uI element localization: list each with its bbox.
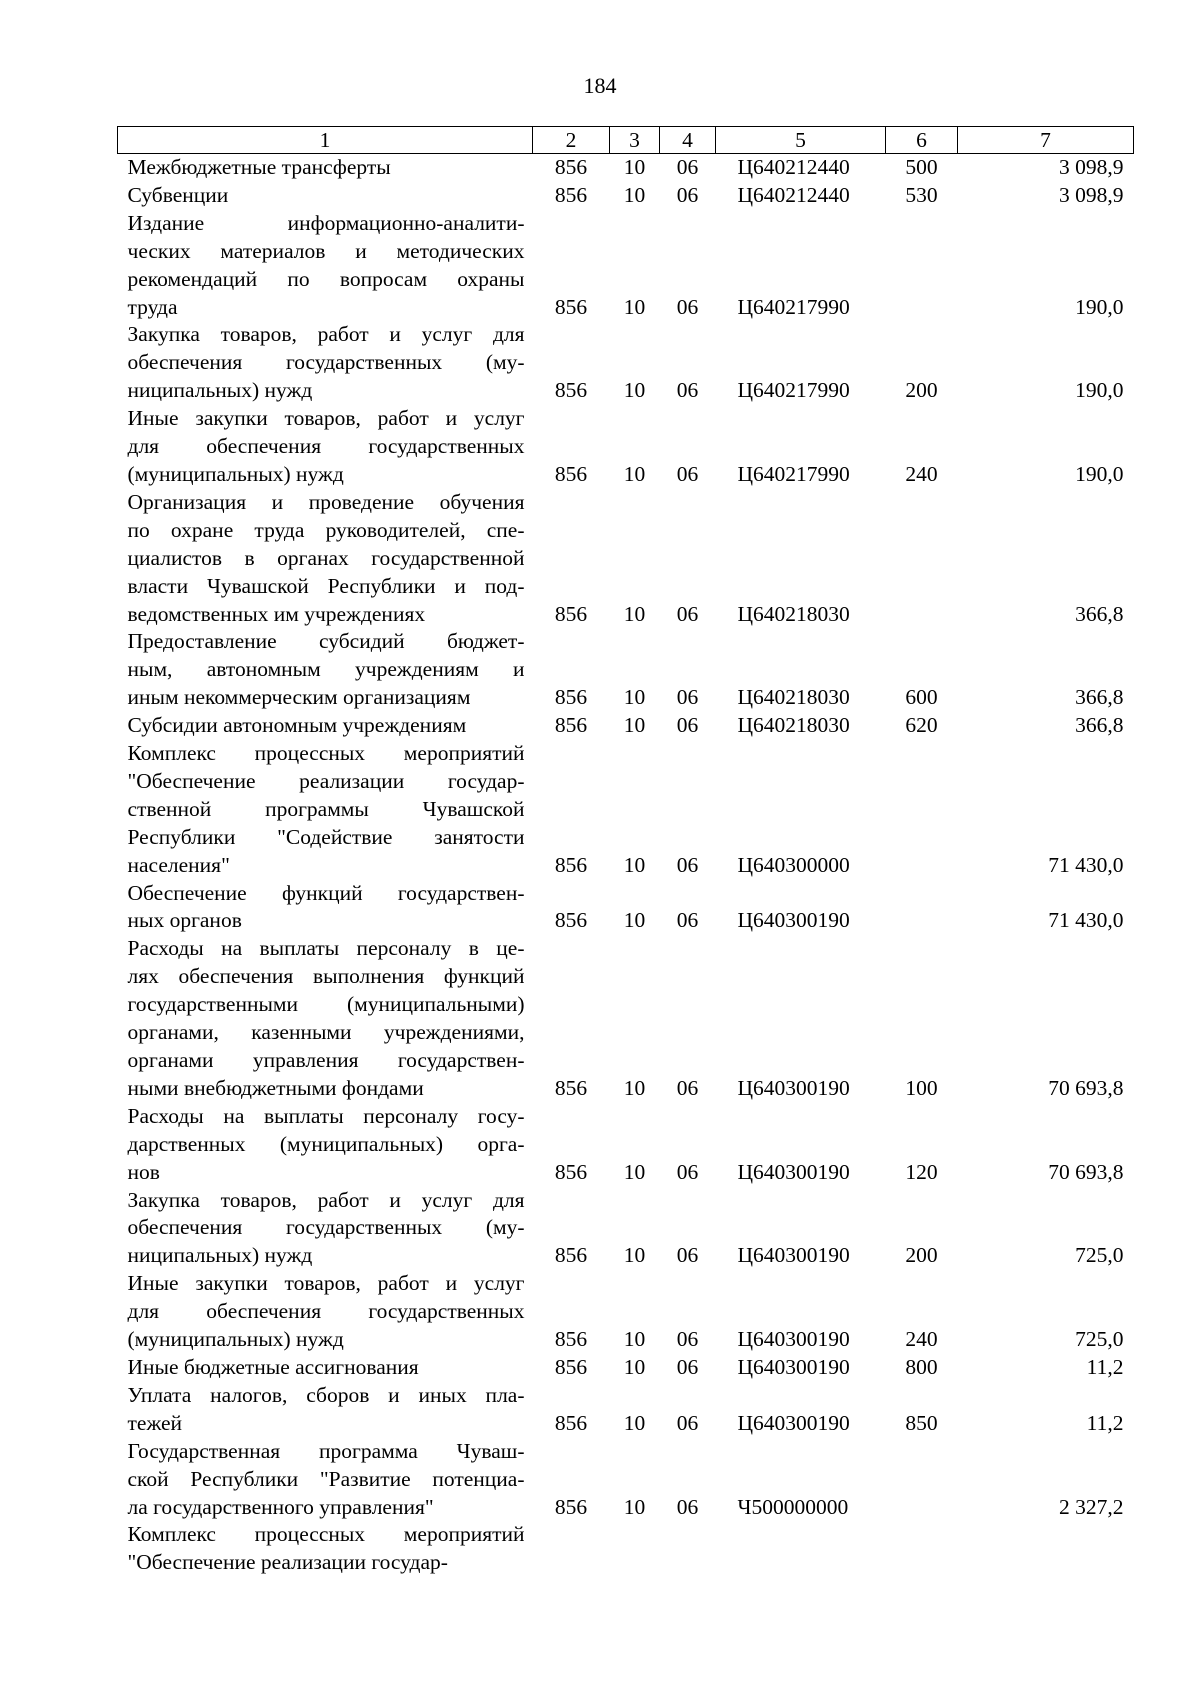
row-name-line: (муниципальных) нужд <box>127 1327 344 1352</box>
row-section: 10 <box>623 1354 646 1379</box>
row-target-article: Ц640300190 <box>737 1354 850 1379</box>
row-admin-code: 856 <box>554 713 588 738</box>
table-row <box>118 321 1134 405</box>
row-admin-code: 856 <box>554 908 588 933</box>
row-name <box>118 880 533 936</box>
row-name-line: Расходы на выплаты персоналу в це- <box>127 936 525 961</box>
table-row <box>118 1354 1134 1382</box>
row-name-line: для обеспечения государственных <box>127 1299 525 1324</box>
row-name-line: Обеспечение функций государствен- <box>127 880 525 905</box>
row-name <box>118 1270 533 1354</box>
row-subsection: 06 <box>676 1410 699 1435</box>
row-section: 10 <box>623 182 646 207</box>
row-name-line: труда <box>127 294 178 319</box>
row-admin-code: 856 <box>554 601 588 626</box>
row-name-line: Государственная программа Чуваш- <box>127 1438 525 1463</box>
row-name-line: ла государственного управления" <box>127 1494 434 1519</box>
row-expense-type: 620 <box>905 713 938 738</box>
row-name-line: Уплата налогов, сборов и иных пла- <box>127 1382 525 1407</box>
row-amount: 70 693,8 <box>1048 1075 1124 1100</box>
row-amount: 70 693,8 <box>1048 1159 1124 1184</box>
row-name <box>118 182 533 210</box>
column-header-6: 6 <box>886 127 958 154</box>
row-section: 10 <box>623 713 646 738</box>
row-target-article <box>716 1521 886 1577</box>
row-subsection: 06 <box>676 378 699 403</box>
row-name-line: Субвенции <box>127 182 229 207</box>
row-subsection: 06 <box>676 1354 699 1379</box>
row-amount: 11,2 <box>1086 1354 1124 1379</box>
row-name-line: Издание информационно-аналити- <box>127 210 525 235</box>
row-name-line: Республики "Содействие занятости <box>127 824 525 849</box>
row-admin-code: 856 <box>554 852 588 877</box>
row-expense-type: 800 <box>905 1354 938 1379</box>
row-section: 10 <box>623 601 646 626</box>
row-expense-type <box>886 210 958 322</box>
row-section: 10 <box>623 852 646 877</box>
row-name-line: дарственных (муниципальных) орга- <box>127 1131 525 1156</box>
row-name-line: (муниципальных) нужд <box>127 461 344 486</box>
row-name-line: "Обеспечение реализации государ- <box>127 1550 448 1575</box>
row-name-line: Комплекс процессных мероприятий <box>127 741 525 766</box>
table-body <box>118 154 1134 1578</box>
row-subsection: 06 <box>676 1159 699 1184</box>
row-name-line: Организация и проведение обучения <box>127 489 525 514</box>
column-header-4: 4 <box>660 127 716 154</box>
row-amount: 3 098,9 <box>1059 182 1124 207</box>
row-admin-code <box>533 1521 610 1577</box>
row-expense-type: 200 <box>905 1243 938 1268</box>
row-name-line: Комплекс процессных мероприятий <box>127 1522 525 1547</box>
row-admin-code: 856 <box>554 378 588 403</box>
row-section: 10 <box>623 908 646 933</box>
row-target-article: Ц640218030 <box>737 685 850 710</box>
row-target-article: Ц640218030 <box>737 601 850 626</box>
row-name-line: рекомендаций по вопросам охраны <box>127 266 525 291</box>
row-name-line: органами, казенными учреждениями, <box>127 1020 525 1045</box>
row-name-line: тежей <box>127 1410 183 1435</box>
row-section <box>610 1521 660 1577</box>
table-row <box>118 1270 1134 1354</box>
row-target-article: Ч500000000 <box>737 1494 849 1519</box>
row-name <box>118 740 533 880</box>
row-subsection: 06 <box>676 1243 699 1268</box>
row-expense-type <box>886 880 958 936</box>
row-subsection: 06 <box>676 155 699 179</box>
row-expense-type: 600 <box>905 685 938 710</box>
row-target-article: Ц640300190 <box>737 908 850 933</box>
row-expense-type: 240 <box>905 1327 938 1352</box>
table-row <box>118 1521 1134 1577</box>
row-amount: 190,0 <box>1075 461 1124 486</box>
row-subsection: 06 <box>676 685 699 710</box>
row-name-line: ными внебюджетными фондами <box>127 1075 424 1100</box>
row-target-article: Ц640300190 <box>737 1159 850 1184</box>
column-header-5: 5 <box>716 127 886 154</box>
row-subsection <box>660 1521 716 1577</box>
row-target-article: Ц640217990 <box>737 294 850 319</box>
row-expense-type: 530 <box>905 182 938 207</box>
row-admin-code: 856 <box>554 1354 588 1379</box>
row-admin-code: 856 <box>554 461 588 486</box>
row-admin-code: 856 <box>554 294 588 319</box>
row-expense-type <box>886 489 958 629</box>
row-name <box>118 1187 533 1271</box>
table-row <box>118 740 1134 880</box>
row-name <box>118 935 533 1102</box>
row-name <box>118 1438 533 1522</box>
row-name <box>118 1103 533 1187</box>
row-name-line: обеспечения государственных (му- <box>127 350 525 375</box>
row-name-line: власти Чувашской Республики и под- <box>127 573 525 598</box>
row-name-line: Иные закупки товаров, работ и услуг <box>127 406 525 431</box>
row-expense-type: 240 <box>905 461 938 486</box>
row-section: 10 <box>623 685 646 710</box>
row-name-line: Расходы на выплаты персоналу госу- <box>127 1103 525 1128</box>
row-amount: 71 430,0 <box>1048 908 1124 933</box>
row-name <box>118 210 533 322</box>
row-admin-code: 856 <box>554 1327 588 1352</box>
row-name-line: населения" <box>127 852 230 877</box>
row-target-article: Ц640300000 <box>737 852 850 877</box>
table-row <box>118 182 1134 210</box>
row-subsection: 06 <box>676 1494 699 1519</box>
row-name <box>118 154 533 182</box>
row-amount: 11,2 <box>1086 1410 1124 1435</box>
row-target-article: Ц640217990 <box>737 378 850 403</box>
row-section: 10 <box>623 1410 646 1435</box>
column-header-2: 2 <box>533 127 610 154</box>
row-subsection: 06 <box>676 1075 699 1100</box>
row-section: 10 <box>623 1327 646 1352</box>
row-section: 10 <box>623 1494 646 1519</box>
row-name-line: нов <box>127 1159 160 1184</box>
row-target-article: Ц640300190 <box>737 1327 850 1352</box>
row-section: 10 <box>623 1159 646 1184</box>
row-subsection: 06 <box>676 601 699 626</box>
row-name-line: ных органов <box>127 908 242 933</box>
row-expense-type <box>886 1438 958 1522</box>
row-amount: 366,8 <box>1075 713 1124 738</box>
row-name-line: государственными (муниципальными) <box>127 992 525 1017</box>
table-row <box>118 935 1134 1102</box>
row-subsection: 06 <box>676 908 699 933</box>
table-row <box>118 712 1134 740</box>
column-header-3: 3 <box>610 127 660 154</box>
row-section: 10 <box>623 1075 646 1100</box>
row-amount: 3 098,9 <box>1059 155 1124 179</box>
row-name-line: по охране труда руководителей, спе- <box>127 517 525 542</box>
row-section: 10 <box>623 378 646 403</box>
table-row <box>118 1103 1134 1187</box>
row-admin-code: 856 <box>554 1494 588 1519</box>
table-row <box>118 628 1134 712</box>
row-admin-code: 856 <box>554 685 588 710</box>
budget-table <box>117 126 1134 1577</box>
row-admin-code: 856 <box>554 1410 588 1435</box>
row-amount: 366,8 <box>1075 601 1124 626</box>
row-name-line: лях обеспечения выполнения функций <box>127 964 525 989</box>
row-subsection: 06 <box>676 1327 699 1352</box>
row-amount: 725,0 <box>1075 1327 1124 1352</box>
row-subsection: 06 <box>676 713 699 738</box>
row-expense-type <box>886 1521 958 1577</box>
row-name <box>118 628 533 712</box>
row-expense-type <box>886 740 958 880</box>
table-row <box>118 1438 1134 1522</box>
row-target-article: Ц640300190 <box>737 1075 850 1100</box>
row-amount: 725,0 <box>1075 1243 1124 1268</box>
row-section: 10 <box>623 294 646 319</box>
table-row <box>118 1382 1134 1438</box>
row-name-line: Закупка товаров, работ и услуг для <box>127 322 525 347</box>
row-name-line: для обеспечения государственных <box>127 434 525 459</box>
row-target-article: Ц640300190 <box>737 1243 850 1268</box>
row-expense-type: 200 <box>905 378 938 403</box>
row-name-line: Предоставление субсидий бюджет- <box>127 629 525 654</box>
column-number-row <box>118 127 1134 154</box>
row-section: 10 <box>623 461 646 486</box>
row-name-line: Межбюджетные трансферты <box>127 155 391 179</box>
row-target-article: Ц640212440 <box>737 155 850 179</box>
row-name-line: иным некоммерческим организациям <box>127 685 471 710</box>
row-name-line: ческих материалов и методических <box>127 238 525 263</box>
row-amount <box>958 1521 1134 1577</box>
row-name-line: ниципальных) нужд <box>127 1243 313 1268</box>
row-section: 10 <box>623 1243 646 1268</box>
row-name-line: органами управления государствен- <box>127 1048 525 1072</box>
row-subsection: 06 <box>676 461 699 486</box>
row-admin-code: 856 <box>554 1075 588 1100</box>
row-name-line: "Обеспечение реализации государ- <box>127 768 525 793</box>
row-expense-type: 120 <box>905 1159 938 1184</box>
row-name-line: ниципальных) нужд <box>127 378 313 403</box>
row-amount: 71 430,0 <box>1048 852 1124 877</box>
row-name <box>118 1382 533 1438</box>
row-admin-code: 856 <box>554 1243 588 1268</box>
row-name-line: ным, автономным учреждениям и <box>127 657 525 682</box>
row-subsection: 06 <box>676 294 699 319</box>
row-name-line: Субсидии автономным учреждениям <box>127 713 467 738</box>
column-header-1: 1 <box>118 127 533 154</box>
row-target-article: Ц640217990 <box>737 461 850 486</box>
row-target-article: Ц640212440 <box>737 182 850 207</box>
row-expense-type: 100 <box>905 1075 938 1100</box>
table-row <box>118 1187 1134 1271</box>
table-row <box>118 489 1134 629</box>
table-row <box>118 880 1134 936</box>
row-expense-type: 500 <box>905 155 938 179</box>
column-header-7: 7 <box>958 127 1134 154</box>
row-subsection: 06 <box>676 852 699 877</box>
row-name-line: Иные закупки товаров, работ и услуг <box>127 1271 525 1296</box>
row-name <box>118 405 533 489</box>
row-target-article: Ц640218030 <box>737 713 850 738</box>
row-section: 10 <box>623 155 646 179</box>
row-name-line: ской Республики "Развитие потенциа- <box>127 1466 525 1491</box>
row-name-line: обеспечения государственных (му- <box>127 1215 525 1240</box>
table-row <box>118 405 1134 489</box>
row-admin-code: 856 <box>554 182 588 207</box>
row-name-line: ведомственных им учреждениях <box>127 601 426 626</box>
row-name <box>118 1521 533 1577</box>
row-name-line: циалистов в органах государственной <box>127 545 525 570</box>
row-name <box>118 1354 533 1382</box>
row-amount: 366,8 <box>1075 685 1124 710</box>
row-name <box>118 712 533 740</box>
row-name <box>118 321 533 405</box>
row-amount: 190,0 <box>1075 378 1124 403</box>
row-admin-code: 856 <box>554 155 588 179</box>
row-subsection: 06 <box>676 182 699 207</box>
row-expense-type: 850 <box>905 1410 938 1435</box>
row-name-line: Иные бюджетные ассигнования <box>127 1354 419 1379</box>
page-number: 184 <box>583 73 617 98</box>
table-row <box>118 154 1134 182</box>
row-admin-code: 856 <box>554 1159 588 1184</box>
row-name-line: Закупка товаров, работ и услуг для <box>127 1187 525 1212</box>
row-amount: 190,0 <box>1075 294 1124 319</box>
row-name-line: ственной программы Чувашской <box>127 796 525 821</box>
row-amount: 2 327,2 <box>1059 1494 1124 1519</box>
row-target-article: Ц640300190 <box>737 1410 850 1435</box>
row-name <box>118 489 533 629</box>
table-row <box>118 210 1134 322</box>
